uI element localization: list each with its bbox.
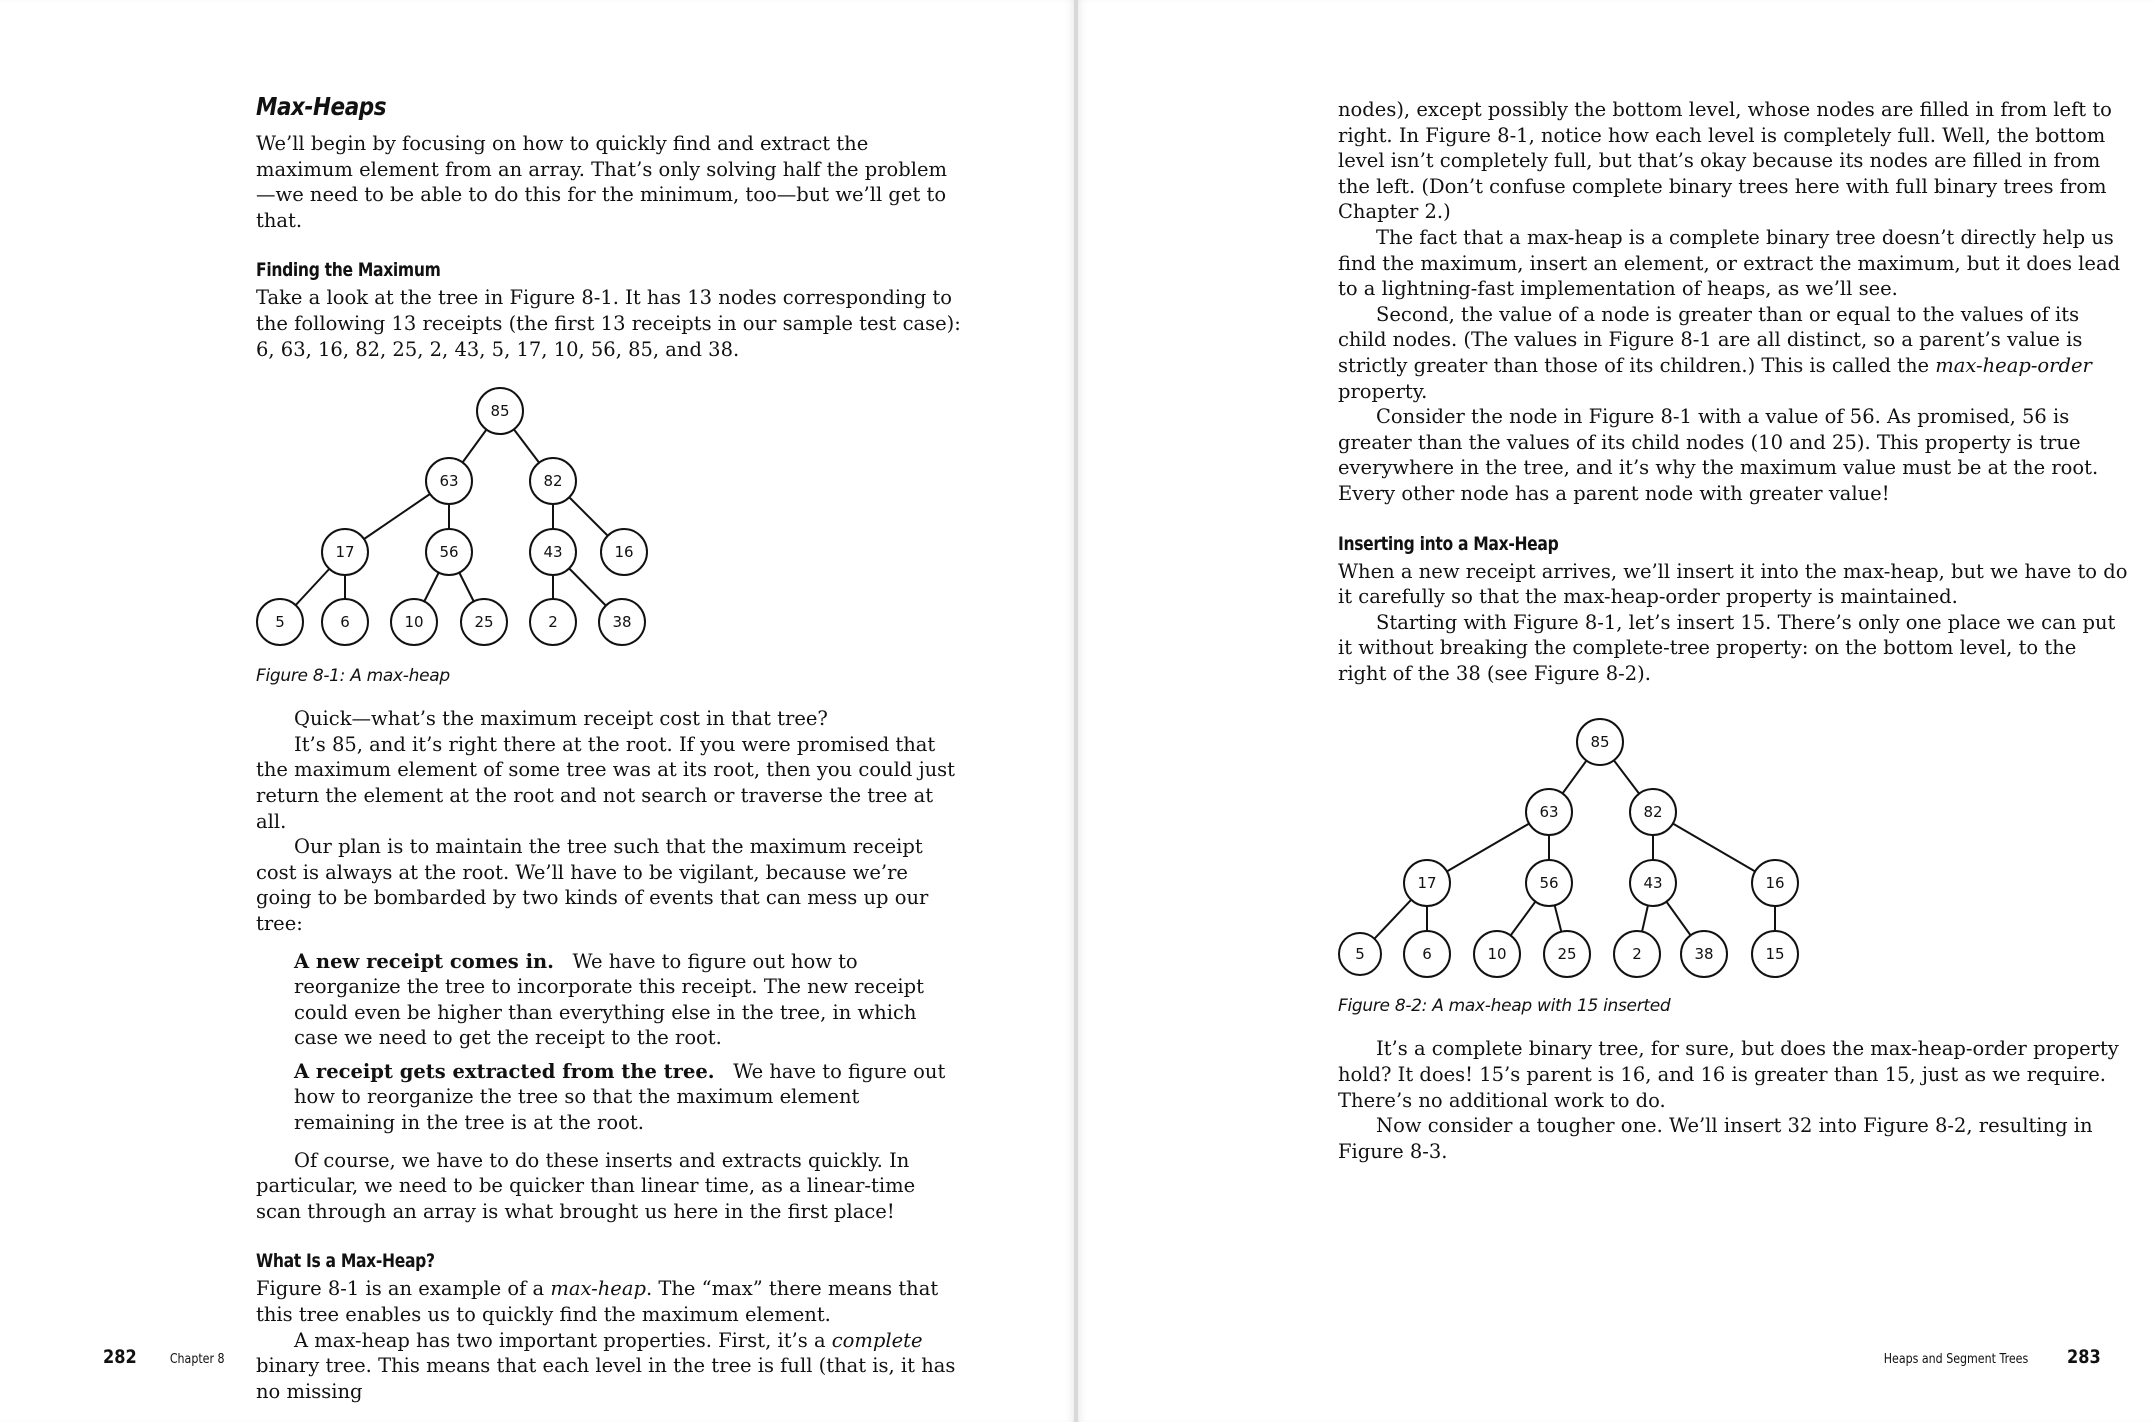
node-label: 15 <box>1765 945 1785 964</box>
figure-caption: Figure 8-2: A max-heap with 15 inserted <box>1338 996 1671 1017</box>
definition-item <box>294 1059 966 1136</box>
node-label: 56 <box>439 543 459 562</box>
node-label: 38 <box>1694 945 1714 964</box>
node-label: 63 <box>1539 803 1559 822</box>
paragraph: nodes), except possibly the bottom level, whose nodes are filled in from left to right. In Figure 8-1, notice how each level is completely full. Well, the bottom level isn’t completely full, but that’s okay because its nodes are filled in from the left. (Don’t confuse complete binary trees here with full binary trees from Chapter 2.) <box>1338 98 2112 224</box>
paragraph: It’s a complete binary tree, for sure, but does the max-heap-order property hold? It does! 15’s parent is 16, and 16 is greater than 15, just as we require. There’s no additional work to do. <box>1338 1037 2119 1112</box>
node-label: 25 <box>474 613 494 632</box>
emphasis: max-heap <box>550 1277 646 1301</box>
node-label: 16 <box>1765 874 1785 893</box>
node-label: 82 <box>1643 803 1663 822</box>
emphasis: max-heap-order <box>1935 353 2092 377</box>
right-footer <box>1871 1346 2104 1368</box>
node-label: 56 <box>1539 874 1559 893</box>
text-run: binary tree. This means that each level in the tree is full (that is, it has no missing <box>256 1354 956 1403</box>
paragraph: Consider the node in Figure 8-1 with a value of 56. As promised, 56 is greater than the values of its child nodes (10 and 25). This property is true everywhere in the tree, and it’s why the maximum value must be at the root. Every other node has a parent node with greater value! <box>1338 405 2099 505</box>
paragraph: It’s 85, and it’s right there at the root. If you were promised that the maximum element of some tree was at its root, then you could just return the element at the root and not search or traverse the tree at all. <box>256 732 956 833</box>
paragraph: Take a look at the tree in Figure 8-1. It has 13 nodes corresponding to the following 13 receipts (the first 13 receipts in our sample test case): 6, 63, 16, 82, 25, 2, 43, 5, 17, 10, 56, 85, and 38. <box>256 286 961 361</box>
subsection-what-is-max-heap: What Is a Max-Heap? <box>256 1250 435 1273</box>
paragraph <box>256 1328 966 1405</box>
right-page-column <box>1338 97 2128 1164</box>
footer-chapter-label: Chapter 8 <box>169 1352 225 1367</box>
text-run: . The “max” there means that this tree enables us to quickly find the maximum element. <box>256 1277 939 1327</box>
node-label: 25 <box>1557 945 1577 964</box>
definition-text: We have to figure out how to reorganize the tree to incorporate this receipt. The new receipt could even be higher than everything else in the tree, in which case we need to get the receipt to the root. <box>294 949 924 1050</box>
definition-text: We have to figure out how to reorganize the tree so that the maximum element remaining in the tree is at the root. <box>294 1059 946 1135</box>
paragraph: Starting with Figure 8-1, let’s insert 15. There’s only one place we can put it without breaking the complete-tree property: on the bottom level, to the right of the 38 (see Figure 8-2). <box>1338 610 2116 685</box>
paragraph <box>256 1276 966 1327</box>
node-label: 2 <box>548 613 558 632</box>
max-heap-tree-diagram <box>256 386 656 656</box>
node-label: 85 <box>1590 733 1610 752</box>
right-page <box>1078 0 2154 1422</box>
text-run: A max-heap has two important properties. First, it’s a <box>294 1328 832 1352</box>
paragraph: When a new receipt arrives, we’ll insert it into the max-heap, but we have to do it carefully so that the max-heap-order property is maintained. <box>1338 559 2128 609</box>
max-heap-tree-diagram <box>1338 716 1818 986</box>
left-page <box>0 0 1074 1422</box>
paragraph <box>1338 302 2128 404</box>
definition-term: A new receipt comes in. <box>294 949 554 973</box>
node-label: 6 <box>1422 945 1432 964</box>
node-label: 5 <box>275 613 285 632</box>
node-label: 10 <box>1487 945 1507 964</box>
paragraph: Of course, we have to do these inserts and extracts quickly. In particular, we need to be quicker than linear time, as a linear-time scan through an array is what brought us here in the first place! <box>256 1148 916 1223</box>
left-page-column <box>256 92 966 1404</box>
emphasis: complete <box>831 1328 923 1352</box>
node-label: 2 <box>1632 945 1642 964</box>
paragraph: Our plan is to maintain the tree such that the maximum receipt cost is always at the root. We’ll have to be vigilant, because we’re going to be bombarded by two kinds of events that can mess up our tree: <box>256 835 929 935</box>
node-label: 6 <box>340 613 350 632</box>
paragraph: Now consider a tougher one. We’ll insert 32 into Figure 8-2, resulting in Figure 8-3. <box>1338 1114 2093 1163</box>
text-run: property. <box>1338 379 1428 403</box>
definition-term: A receipt gets extracted from the tree. <box>294 1059 715 1083</box>
node-label: 82 <box>543 472 563 491</box>
intro-paragraph: We’ll begin by focusing on how to quickly find and extract the maximum element from an array. That’s only solving half the problem—we need to be able to do this for the minimum, too—but we’ll get to that. <box>256 132 948 232</box>
footer-chapter-title: Heaps and Segment Trees <box>1883 1352 2029 1367</box>
figure-8-1 <box>256 386 966 686</box>
subsection-finding-maximum: Finding the Maximum <box>256 259 441 282</box>
figure-8-2 <box>1338 716 2128 1016</box>
node-label: 43 <box>1643 874 1663 893</box>
node-label: 5 <box>1355 945 1365 964</box>
node-label: 85 <box>490 402 510 421</box>
node-label: 10 <box>404 613 424 632</box>
page-number: 283 <box>2067 1346 2102 1368</box>
node-label: 43 <box>543 543 563 562</box>
subsection-inserting: Inserting into a Max-Heap <box>1338 532 1559 555</box>
definition-item <box>294 949 966 1051</box>
node-label: 63 <box>439 472 459 491</box>
section-title: Max-Heaps <box>256 92 387 121</box>
text-run: Second, the value of a node is greater than or equal to the values of its child nodes. (The values in Figure 8-1 are all distinct, so a parent’s value is strictly greater than those of its children.) This is called the <box>1338 302 2083 377</box>
definition-list <box>294 949 966 1136</box>
paragraph: The fact that a max-heap is a complete binary tree doesn’t directly help us find the maximum, insert an element, or extract the maximum, but it does lead to a lightning-fast implementation of heaps, as we’ll see. <box>1338 225 2121 301</box>
figure-caption: Figure 8-1: A max-heap <box>256 666 450 687</box>
node-label: 17 <box>335 543 355 562</box>
left-footer <box>100 1346 229 1368</box>
paragraph: Quick—what’s the maximum receipt cost in that tree? <box>294 707 828 731</box>
text-run: Figure 8-1 is an example of a <box>256 1277 551 1301</box>
node-label: 16 <box>614 543 634 562</box>
node-label: 17 <box>1417 874 1437 893</box>
page-number: 282 <box>102 1346 137 1368</box>
node-label: 38 <box>612 613 632 632</box>
